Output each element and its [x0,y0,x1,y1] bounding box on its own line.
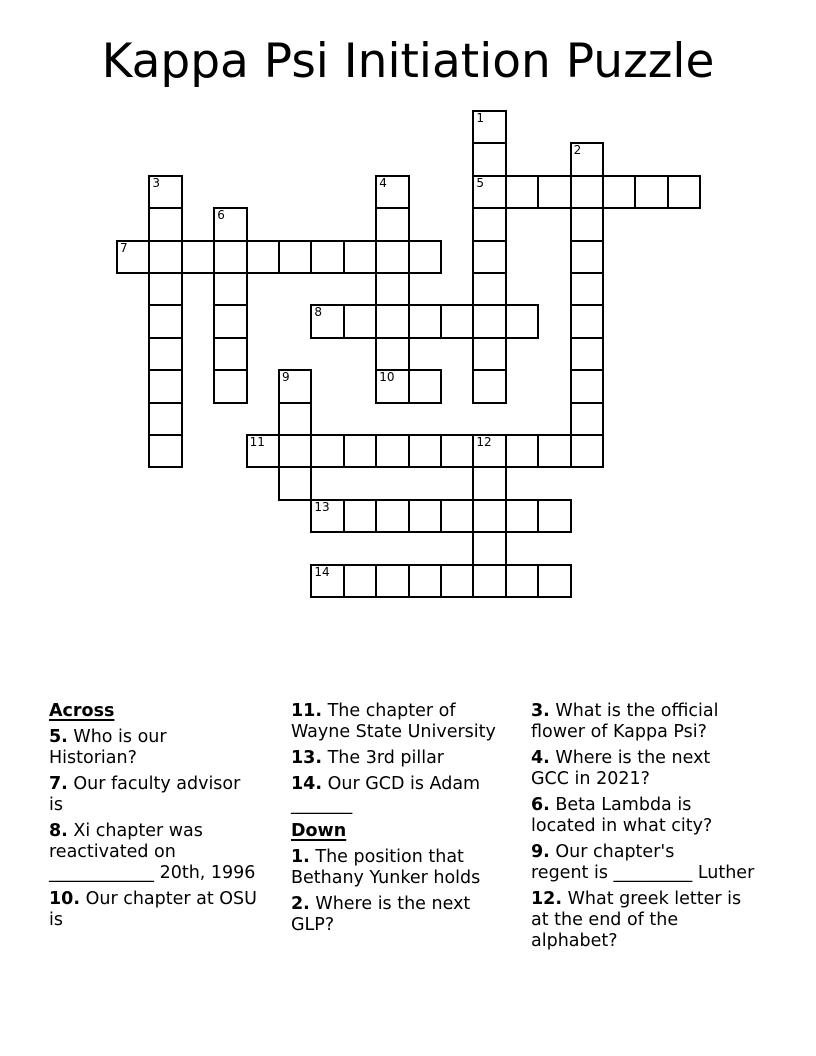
clue-8: 8. Xi chapter was reactivated on ____________ 20th, 1996 [49,821,256,883]
grid-cell[interactable] [408,240,442,274]
grid-cell[interactable] [148,434,182,468]
grid-cell[interactable] [408,499,442,533]
grid-cell[interactable] [213,369,247,403]
grid-cell[interactable] [505,434,539,468]
grid-cell[interactable] [408,304,442,338]
grid-cell[interactable] [570,240,604,274]
cell-number: 14 [314,564,330,579]
clue-number: 14. [291,774,323,794]
clue-number: 5. [49,727,68,747]
grid-cell[interactable] [375,369,409,403]
grid-cell[interactable] [472,369,506,403]
cell-number: 1 [476,111,485,125]
clues-column-1 [49,701,294,936]
down-heading [291,821,536,842]
grid-cell[interactable] [570,175,604,209]
grid-cell[interactable] [375,304,409,338]
grid-cell[interactable] [375,207,409,241]
clue-13: 13. The 3rd pillar [291,748,444,768]
clues-column-2 [291,701,536,941]
grid-cell[interactable] [148,240,182,274]
cell-number: 8 [314,305,323,320]
grid-cell[interactable] [505,304,539,338]
grid-cell[interactable] [537,499,571,533]
clue-10: 10. Our chapter at OSU is [49,889,257,930]
cell-number: 5 [476,175,485,190]
grid-cell[interactable] [440,499,474,533]
cell-number: 7 [120,240,128,255]
cell-number: 3 [152,175,161,190]
grid-cell[interactable] [570,402,604,436]
clue-4: 4. Where is the next GCC in 2021? [531,748,711,789]
grid-cell[interactable] [570,337,604,371]
grid-cell[interactable] [472,434,506,468]
grid-cell[interactable] [278,466,312,500]
clue-number: 12. [531,889,563,909]
grid-cell[interactable] [310,304,344,338]
grid-cell[interactable] [472,466,506,500]
grid-cell[interactable] [213,207,247,241]
clue-11: 11. The chapter of Wayne State University [291,701,496,742]
grid-cell[interactable] [213,240,247,274]
clue-number: 10. [49,889,81,909]
grid-cell[interactable] [375,175,409,209]
grid-cell[interactable] [310,564,344,598]
grid-cell[interactable] [148,175,182,209]
grid-cell[interactable] [537,434,571,468]
clue-9: 9. Our chapter's regent is _________ Luther [531,842,755,883]
grid-cell[interactable] [570,272,604,306]
grid-cell[interactable] [213,304,247,338]
grid-cell[interactable] [246,240,280,274]
grid-cell[interactable] [310,240,344,274]
grid-cell[interactable] [570,369,604,403]
grid-cell[interactable] [246,434,280,468]
grid-cell[interactable] [537,175,571,209]
across-heading [49,701,294,722]
cell-number: 12 [476,435,492,449]
grid-cell[interactable] [148,369,182,403]
clue-number: 11. [291,701,323,721]
grid-cell[interactable] [570,304,604,338]
clue-number: 1. [291,847,310,867]
grid-cell[interactable] [472,304,506,338]
grid-cell[interactable] [148,207,182,241]
grid-cell[interactable] [505,175,539,209]
grid-cell[interactable] [148,272,182,306]
grid-cell[interactable] [310,434,344,468]
grid-cell[interactable] [213,337,247,371]
cell-number: 4 [379,175,387,190]
cell-number: 13 [314,499,330,514]
clue-12: 12. What greek letter is at the end of the alphabet? [531,889,742,951]
grid-cell[interactable] [472,531,506,565]
clue-2: 2. Where is the next GLP? [291,894,471,935]
grid-cell[interactable] [440,564,474,598]
grid-cell[interactable] [634,175,668,209]
clue-number: 6. [531,795,550,815]
clue-6: 6. Beta Lambda is located in what city? [531,795,713,836]
cell-number: 2 [573,143,582,158]
down-heading-label: Down [291,821,347,841]
grid-cell[interactable] [570,207,604,241]
clue-3: 3. What is the official flower of Kappa Psi? [531,701,719,742]
grid-cell[interactable] [408,434,442,468]
grid-cell[interactable] [148,402,182,436]
grid-cell[interactable] [375,499,409,533]
clue-number: 4. [531,748,550,768]
puzzle-title: Kappa Psi Initiation Puzzle [101,34,715,89]
grid-cell[interactable] [472,175,506,209]
across-heading-label: Across [49,701,115,721]
clue-14: 14. Our GCD is Adam _______ [291,774,481,815]
clue-5: 5. Who is our Historian? [49,727,167,768]
grid-cell[interactable] [472,110,506,144]
grid-cell[interactable] [570,142,604,176]
grid-cell[interactable] [343,240,377,274]
grid-cell[interactable] [116,240,150,274]
clue-number: 9. [531,842,550,862]
grid-cell[interactable] [375,564,409,598]
grid-cell[interactable] [667,175,701,209]
grid-cell[interactable] [408,369,442,403]
cell-number: 9 [282,370,290,385]
grid-cell[interactable] [472,337,506,371]
clue-number: 8. [49,821,68,841]
grid-cell[interactable] [343,304,377,338]
grid-cell[interactable] [505,499,539,533]
clue-number: 2. [291,894,310,914]
grid-cell[interactable] [375,337,409,371]
clue-number: 3. [531,701,550,721]
grid-cell[interactable] [440,434,474,468]
clue-number: 13. [291,748,323,768]
grid-cell[interactable] [505,564,539,598]
grid-cell[interactable] [343,499,377,533]
grid-cell[interactable] [472,142,506,176]
grid-cell[interactable] [570,434,604,468]
grid-cell[interactable] [408,564,442,598]
grid-cell[interactable] [310,499,344,533]
clues-column-3 [531,701,776,957]
cell-number: 10 [379,370,395,385]
grid-cell[interactable] [278,240,312,274]
grid-cell[interactable] [472,564,506,598]
clues-section [0,701,816,1001]
grid-cell[interactable] [148,337,182,371]
grid-cell[interactable] [472,207,506,241]
cell-number: 11 [249,435,265,449]
clue-number: 7. [49,774,68,794]
cell-number: 6 [217,208,225,223]
grid-cell[interactable] [278,402,312,436]
grid-cell[interactable] [472,272,506,306]
grid-cell[interactable] [375,272,409,306]
grid-cell[interactable] [343,564,377,598]
grid-cell[interactable] [181,240,215,274]
grid-cell[interactable] [343,434,377,468]
grid-cell[interactable] [148,304,182,338]
grid-cell[interactable] [375,240,409,274]
grid-cell[interactable] [278,434,312,468]
grid-cell[interactable] [278,369,312,403]
clue-7: 7. Our faculty advisor is [49,774,241,815]
grid-cell[interactable] [537,564,571,598]
grid-cell[interactable] [472,499,506,533]
grid-cell[interactable] [375,434,409,468]
grid-cell[interactable] [602,175,636,209]
grid-cell[interactable] [472,240,506,274]
grid-cell[interactable] [440,304,474,338]
clue-1: 1. The position that Bethany Yunker holds [291,847,481,888]
grid-cell[interactable] [213,272,247,306]
